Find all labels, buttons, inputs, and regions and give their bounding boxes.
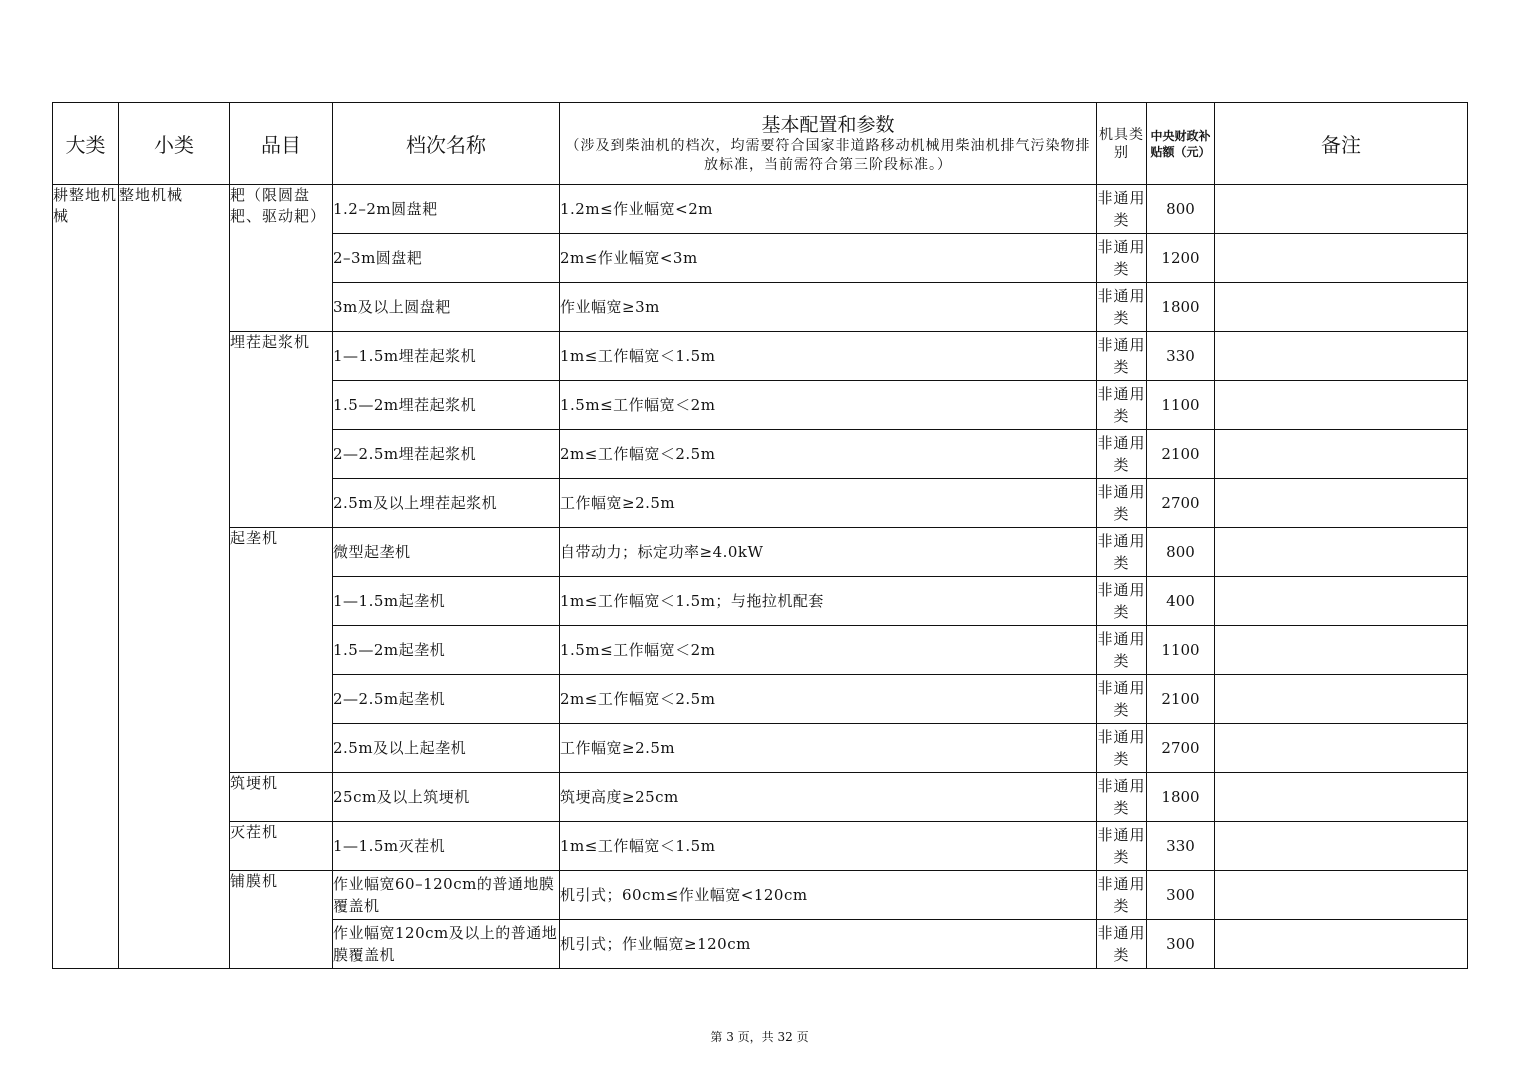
item-name-cell: 筑埂机 — [230, 773, 333, 822]
grade-name-cell: 2—2.5m埋茬起浆机 — [333, 430, 560, 479]
subsidy-amount-cell: 2100 — [1147, 430, 1215, 479]
machine-type-cell: 非通用类 — [1097, 479, 1147, 528]
grade-name-cell: 1.5—2m埋茬起浆机 — [333, 381, 560, 430]
header-config-note: （涉及到柴油机的档次，均需要符合国家非道路移动机械用柴油机排气污染物排放标准，当前需符合第三阶段标准。） — [565, 137, 1091, 173]
machine-type-cell: 非通用类 — [1097, 822, 1147, 871]
item-name-cell: 灭茬机 — [230, 822, 333, 871]
subsidy-amount-cell: 800 — [1147, 185, 1215, 234]
machine-type-cell: 非通用类 — [1097, 185, 1147, 234]
subsidy-amount-cell: 400 — [1147, 577, 1215, 626]
header-remark: 备注 — [1215, 103, 1468, 185]
grade-name-cell: 1.5—2m起垄机 — [333, 626, 560, 675]
remark-cell — [1215, 528, 1468, 577]
config-cell: 工作幅宽≥2.5m — [560, 479, 1097, 528]
remark-cell — [1215, 430, 1468, 479]
remark-cell — [1215, 626, 1468, 675]
remark-cell — [1215, 381, 1468, 430]
grade-name-cell: 作业幅宽60–120cm的普通地膜覆盖机 — [333, 871, 560, 920]
machine-type-cell: 非通用类 — [1097, 577, 1147, 626]
machine-type-cell: 非通用类 — [1097, 234, 1147, 283]
grade-name-cell: 2–3m圆盘耙 — [333, 234, 560, 283]
machine-type-cell: 非通用类 — [1097, 626, 1147, 675]
grade-name-cell: 1—1.5m埋茬起浆机 — [333, 332, 560, 381]
table-row — [53, 773, 1468, 822]
subsidy-amount-cell: 2700 — [1147, 479, 1215, 528]
table-row — [53, 871, 1468, 920]
page-footer: 第 3 页，共 32 页 — [710, 1030, 809, 1044]
config-cell: 机引式；60cm≤作业幅宽<120cm — [560, 871, 1097, 920]
subsidy-amount-cell: 300 — [1147, 920, 1215, 969]
subsidy-amount-cell: 1800 — [1147, 773, 1215, 822]
machine-type-cell: 非通用类 — [1097, 528, 1147, 577]
config-cell: 1.5m≤工作幅宽＜2m — [560, 381, 1097, 430]
item-name-cell: 埋茬起浆机 — [230, 332, 333, 528]
grade-name-cell: 微型起垄机 — [333, 528, 560, 577]
config-cell: 1.2m≤作业幅宽<2m — [560, 185, 1097, 234]
remark-cell — [1215, 773, 1468, 822]
remark-cell — [1215, 332, 1468, 381]
header-config-title: 基本配置和参数 — [761, 113, 895, 136]
header-grade-name: 档次名称 — [333, 103, 560, 185]
header-item: 品目 — [230, 103, 333, 185]
machine-type-cell: 非通用类 — [1097, 773, 1147, 822]
major-category-cell: 耕整地机械 — [53, 185, 119, 969]
subsidy-amount-cell: 330 — [1147, 822, 1215, 871]
config-cell: 1m≤工作幅宽＜1.5m；与拖拉机配套 — [560, 577, 1097, 626]
subsidy-amount-cell: 800 — [1147, 528, 1215, 577]
config-cell: 1m≤工作幅宽＜1.5m — [560, 332, 1097, 381]
remark-cell — [1215, 920, 1468, 969]
remark-cell — [1215, 871, 1468, 920]
config-cell: 机引式；作业幅宽≥120cm — [560, 920, 1097, 969]
item-name-cell: 耙（限圆盘耙、驱动耙） — [230, 185, 333, 332]
header-machine-type: 机具类别 — [1097, 103, 1147, 185]
grade-name-cell: 2—2.5m起垄机 — [333, 675, 560, 724]
remark-cell — [1215, 577, 1468, 626]
grade-name-cell: 2.5m及以上起垄机 — [333, 724, 560, 773]
subsidy-amount-cell: 330 — [1147, 332, 1215, 381]
table-row — [53, 332, 1468, 381]
remark-cell — [1215, 724, 1468, 773]
table-row — [53, 822, 1468, 871]
subsidy-amount-cell: 2700 — [1147, 724, 1215, 773]
machine-type-cell: 非通用类 — [1097, 724, 1147, 773]
config-cell: 2m≤工作幅宽＜2.5m — [560, 430, 1097, 479]
machine-type-cell: 非通用类 — [1097, 381, 1147, 430]
item-name-cell: 铺膜机 — [230, 871, 333, 969]
grade-name-cell: 25cm及以上筑埂机 — [333, 773, 560, 822]
minor-category-cell: 整地机械 — [119, 185, 230, 969]
table-body — [53, 185, 1468, 969]
header-major: 大类 — [53, 103, 119, 185]
grade-name-cell: 作业幅宽120cm及以上的普通地膜覆盖机 — [333, 920, 560, 969]
grade-name-cell: 1.2–2m圆盘耙 — [333, 185, 560, 234]
config-cell: 1.5m≤工作幅宽＜2m — [560, 626, 1097, 675]
remark-cell — [1215, 479, 1468, 528]
table-row — [53, 185, 1468, 234]
subsidy-amount-cell: 1100 — [1147, 381, 1215, 430]
machine-type-cell: 非通用类 — [1097, 675, 1147, 724]
remark-cell — [1215, 185, 1468, 234]
subsidy-amount-cell: 1200 — [1147, 234, 1215, 283]
config-cell: 2m≤工作幅宽＜2.5m — [560, 675, 1097, 724]
config-cell: 2m≤作业幅宽<3m — [560, 234, 1097, 283]
header-row — [53, 103, 1468, 185]
grade-name-cell: 1—1.5m灭茬机 — [333, 822, 560, 871]
grade-name-cell: 3m及以上圆盘耙 — [333, 283, 560, 332]
config-cell: 作业幅宽≥3m — [560, 283, 1097, 332]
grade-name-cell: 1—1.5m起垄机 — [333, 577, 560, 626]
grade-name-cell: 2.5m及以上埋茬起浆机 — [333, 479, 560, 528]
machine-type-cell: 非通用类 — [1097, 920, 1147, 969]
subsidy-amount-cell: 1800 — [1147, 283, 1215, 332]
config-cell: 自带动力；标定功率≥4.0kW — [560, 528, 1097, 577]
subsidy-table — [52, 102, 1468, 969]
machine-type-cell: 非通用类 — [1097, 332, 1147, 381]
item-name-cell: 起垄机 — [230, 528, 333, 773]
header-subsidy: 中央财政补贴额（元） — [1147, 103, 1215, 185]
table-row — [53, 528, 1468, 577]
remark-cell — [1215, 675, 1468, 724]
config-cell: 筑埂高度≥25cm — [560, 773, 1097, 822]
config-cell: 工作幅宽≥2.5m — [560, 724, 1097, 773]
config-cell: 1m≤工作幅宽＜1.5m — [560, 822, 1097, 871]
remark-cell — [1215, 283, 1468, 332]
machine-type-cell: 非通用类 — [1097, 430, 1147, 479]
subsidy-amount-cell: 1100 — [1147, 626, 1215, 675]
remark-cell — [1215, 234, 1468, 283]
subsidy-amount-cell: 300 — [1147, 871, 1215, 920]
header-minor: 小类 — [119, 103, 230, 185]
machine-type-cell: 非通用类 — [1097, 283, 1147, 332]
subsidy-amount-cell: 2100 — [1147, 675, 1215, 724]
remark-cell — [1215, 822, 1468, 871]
machine-type-cell: 非通用类 — [1097, 871, 1147, 920]
header-config — [560, 103, 1097, 185]
